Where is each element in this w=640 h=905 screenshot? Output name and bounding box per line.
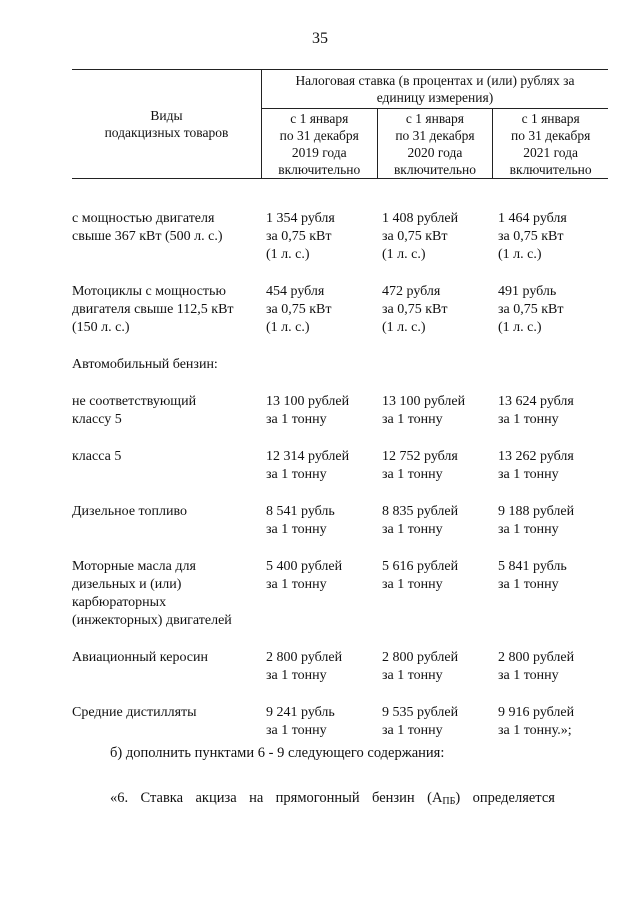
rate-line: 5 400 рублей xyxy=(266,559,343,574)
row-name-line: (150 л. с.) xyxy=(72,320,130,335)
rate-cell xyxy=(494,393,610,429)
table-row xyxy=(72,448,612,484)
rate-line: за 1 тонну xyxy=(382,577,443,592)
rate-cell xyxy=(494,356,610,374)
row-name-line: Мотоциклы с мощностью xyxy=(72,284,226,299)
rate-line: 13 624 рубля xyxy=(498,394,574,409)
period-line: включительно xyxy=(393,161,476,177)
rate-line: 9 188 рублей xyxy=(498,504,575,519)
row-name-line: дизельных и (или) xyxy=(72,577,182,592)
tax-rate-rows xyxy=(72,210,612,759)
rate-cell xyxy=(494,283,610,337)
row-name-line: не соответствующий xyxy=(72,394,197,409)
rate-line: 8 541 рубль xyxy=(266,504,335,519)
rate-cell xyxy=(494,503,610,539)
rate-cell xyxy=(494,448,610,484)
rate-cell xyxy=(378,558,494,630)
header-rate-line2: единицу измерения) xyxy=(376,90,494,105)
rate-line: за 1 тонну.»; xyxy=(498,723,572,738)
rate-cell xyxy=(262,393,378,429)
header-period-2019 xyxy=(261,109,377,179)
table-row xyxy=(72,210,612,264)
rate-line: (1 л. с.) xyxy=(266,320,310,335)
header-table xyxy=(72,69,608,179)
row-name-line: с мощностью двигателя xyxy=(72,211,215,226)
header-period-2021 xyxy=(493,109,608,179)
rate-cell xyxy=(494,210,610,264)
period-line: 2020 года xyxy=(407,144,463,160)
rate-cell xyxy=(378,503,494,539)
para-word: на xyxy=(249,790,264,806)
rate-line: (1 л. с.) xyxy=(382,320,426,335)
rate-cell xyxy=(494,649,610,685)
rate-line: 13 100 рублей xyxy=(266,394,350,409)
para-word: прямогонный xyxy=(275,790,360,806)
rate-cell xyxy=(494,704,610,740)
para-word: определяется xyxy=(472,790,555,806)
header-kinds-line1: Виды xyxy=(150,108,183,123)
para-word: акциза xyxy=(195,790,237,806)
rate-line: за 1 тонну xyxy=(382,412,443,427)
rate-line: за 1 тонну xyxy=(498,522,559,537)
para-word: Ставка xyxy=(140,790,184,806)
row-name-line: класса 5 xyxy=(72,449,122,464)
period-line: включительно xyxy=(278,161,361,177)
rate-line: за 1 тонну xyxy=(266,723,327,738)
rate-line: за 1 тонну xyxy=(498,467,559,482)
table-row xyxy=(72,558,612,630)
rate-line: за 1 тонну xyxy=(266,412,327,427)
rate-cell xyxy=(262,448,378,484)
row-name xyxy=(72,356,262,374)
table-row xyxy=(72,704,612,740)
rate-line: за 1 тонну xyxy=(382,668,443,683)
rate-line: 12 314 рублей xyxy=(266,449,350,464)
rate-line: (1 л. с.) xyxy=(266,247,310,262)
row-name-line: карбюраторных xyxy=(72,595,167,610)
period-line: 2019 года xyxy=(291,144,347,160)
rate-line: за 0,75 кВт xyxy=(498,229,564,244)
header-rate-line1: Налоговая ставка (в процентах и (или) рублях за xyxy=(295,73,575,88)
rate-cell xyxy=(262,503,378,539)
header-kinds-line2: подакцизных товаров xyxy=(104,125,229,140)
row-name-line: классу 5 xyxy=(72,412,122,427)
rate-line: за 0,75 кВт xyxy=(266,229,332,244)
period-line: по 31 декабря xyxy=(395,127,475,143)
row-name-line: Моторные масла для xyxy=(72,559,196,574)
header-kinds-cell xyxy=(72,70,261,179)
rate-cell xyxy=(262,356,378,374)
para-word: «6. xyxy=(110,790,129,806)
rate-line: (1 л. с.) xyxy=(498,320,542,335)
rate-line: за 1 тонну xyxy=(382,723,443,738)
symbol-main: А xyxy=(431,790,443,806)
row-name xyxy=(72,558,262,630)
header-period-2020 xyxy=(377,109,493,179)
rate-line: 1 464 рубля xyxy=(498,211,567,226)
rate-line: 2 800 рублей xyxy=(382,650,459,665)
rate-line: за 1 тонну xyxy=(382,522,443,537)
rate-line: за 1 тонну xyxy=(266,668,327,683)
table-row xyxy=(72,283,612,337)
para-word: бензин xyxy=(372,790,415,806)
rate-cell xyxy=(378,393,494,429)
rate-cell xyxy=(262,649,378,685)
rate-line: 13 100 рублей xyxy=(382,394,466,409)
period-line: 2021 года xyxy=(523,144,579,160)
rate-line: за 1 тонну xyxy=(266,467,327,482)
row-name xyxy=(72,649,262,685)
rate-cell xyxy=(378,704,494,740)
table-row xyxy=(72,393,612,429)
rate-line: 5 841 рубль xyxy=(498,559,567,574)
rate-cell xyxy=(378,448,494,484)
rate-line: 8 835 рублей xyxy=(382,504,459,519)
rate-line: за 1 тонну xyxy=(266,577,327,592)
rate-line: за 1 тонну xyxy=(498,577,559,592)
rate-cell xyxy=(378,283,494,337)
rate-line: за 0,75 кВт xyxy=(382,229,448,244)
rate-cell xyxy=(262,210,378,264)
rate-line: 9 535 рублей xyxy=(382,705,459,720)
row-name-line: Авиационный керосин xyxy=(72,650,209,665)
table-row xyxy=(72,649,612,685)
paragraph-b: б) дополнить пунктами 6 - 9 следующего содержания: xyxy=(110,745,445,761)
rate-line: за 0,75 кВт xyxy=(382,302,448,317)
row-name-line: Средние дистилляты xyxy=(72,705,197,720)
rate-cell xyxy=(378,210,494,264)
row-name xyxy=(72,393,262,429)
rate-line: за 1 тонну xyxy=(266,522,327,537)
rate-line: 491 рубль xyxy=(498,284,557,299)
row-name xyxy=(72,210,262,264)
rate-line: 454 рубля xyxy=(266,284,325,299)
header-rate-cell xyxy=(261,70,608,109)
rate-line: 9 916 рублей xyxy=(498,705,575,720)
period-line: по 31 декабря xyxy=(511,127,591,143)
rate-cell xyxy=(378,356,494,374)
period-line: с 1 января xyxy=(290,110,349,126)
rate-line: 5 616 рублей xyxy=(382,559,459,574)
row-name xyxy=(72,283,262,337)
row-name-line: (инжекторных) двигателей xyxy=(72,613,232,628)
row-name xyxy=(72,448,262,484)
rate-line: 1 354 рубля xyxy=(266,211,335,226)
table-row xyxy=(72,503,612,539)
rate-line: за 0,75 кВт xyxy=(266,302,332,317)
row-name-line: Дизельное топливо xyxy=(72,504,187,519)
rate-line: (1 л. с.) xyxy=(498,247,542,262)
rate-cell xyxy=(262,283,378,337)
rate-line: 12 752 рубля xyxy=(382,449,458,464)
rate-line: 13 262 рубля xyxy=(498,449,574,464)
rate-line: 2 800 рублей xyxy=(498,650,575,665)
rate-line: за 1 тонну xyxy=(498,668,559,683)
symbol-sub: ПБ xyxy=(442,796,456,807)
rate-cell xyxy=(262,558,378,630)
period-line: с 1 января xyxy=(521,110,580,126)
rate-line: 9 241 рубль xyxy=(266,705,335,720)
rate-line: за 1 тонну xyxy=(382,467,443,482)
period-line: включительно xyxy=(509,161,592,177)
rate-line: 472 рубля xyxy=(382,284,441,299)
row-name xyxy=(72,704,262,740)
row-name-line: свыше 367 кВт (500 л. с.) xyxy=(72,229,223,244)
row-name-line: Автомобильный бензин: xyxy=(72,357,218,372)
row-name-line: двигателя свыше 112,5 кВт xyxy=(72,302,234,317)
rate-line: за 1 тонну xyxy=(498,412,559,427)
period-line: с 1 января xyxy=(405,110,464,126)
rate-cell xyxy=(378,649,494,685)
rate-line: за 0,75 кВт xyxy=(498,302,564,317)
row-name xyxy=(72,503,262,539)
paragraph-6 xyxy=(110,790,555,807)
period-line: по 31 декабря xyxy=(279,127,359,143)
page-number: 35 xyxy=(312,30,328,47)
table-row xyxy=(72,356,612,374)
rate-line: (1 л. с.) xyxy=(382,247,426,262)
rate-line: 2 800 рублей xyxy=(266,650,343,665)
para-symbol: $(А_{ПБ})$ xyxy=(427,790,461,807)
rate-cell xyxy=(262,704,378,740)
rate-line: 1 408 рублей xyxy=(382,211,459,226)
rate-cell xyxy=(494,558,610,630)
